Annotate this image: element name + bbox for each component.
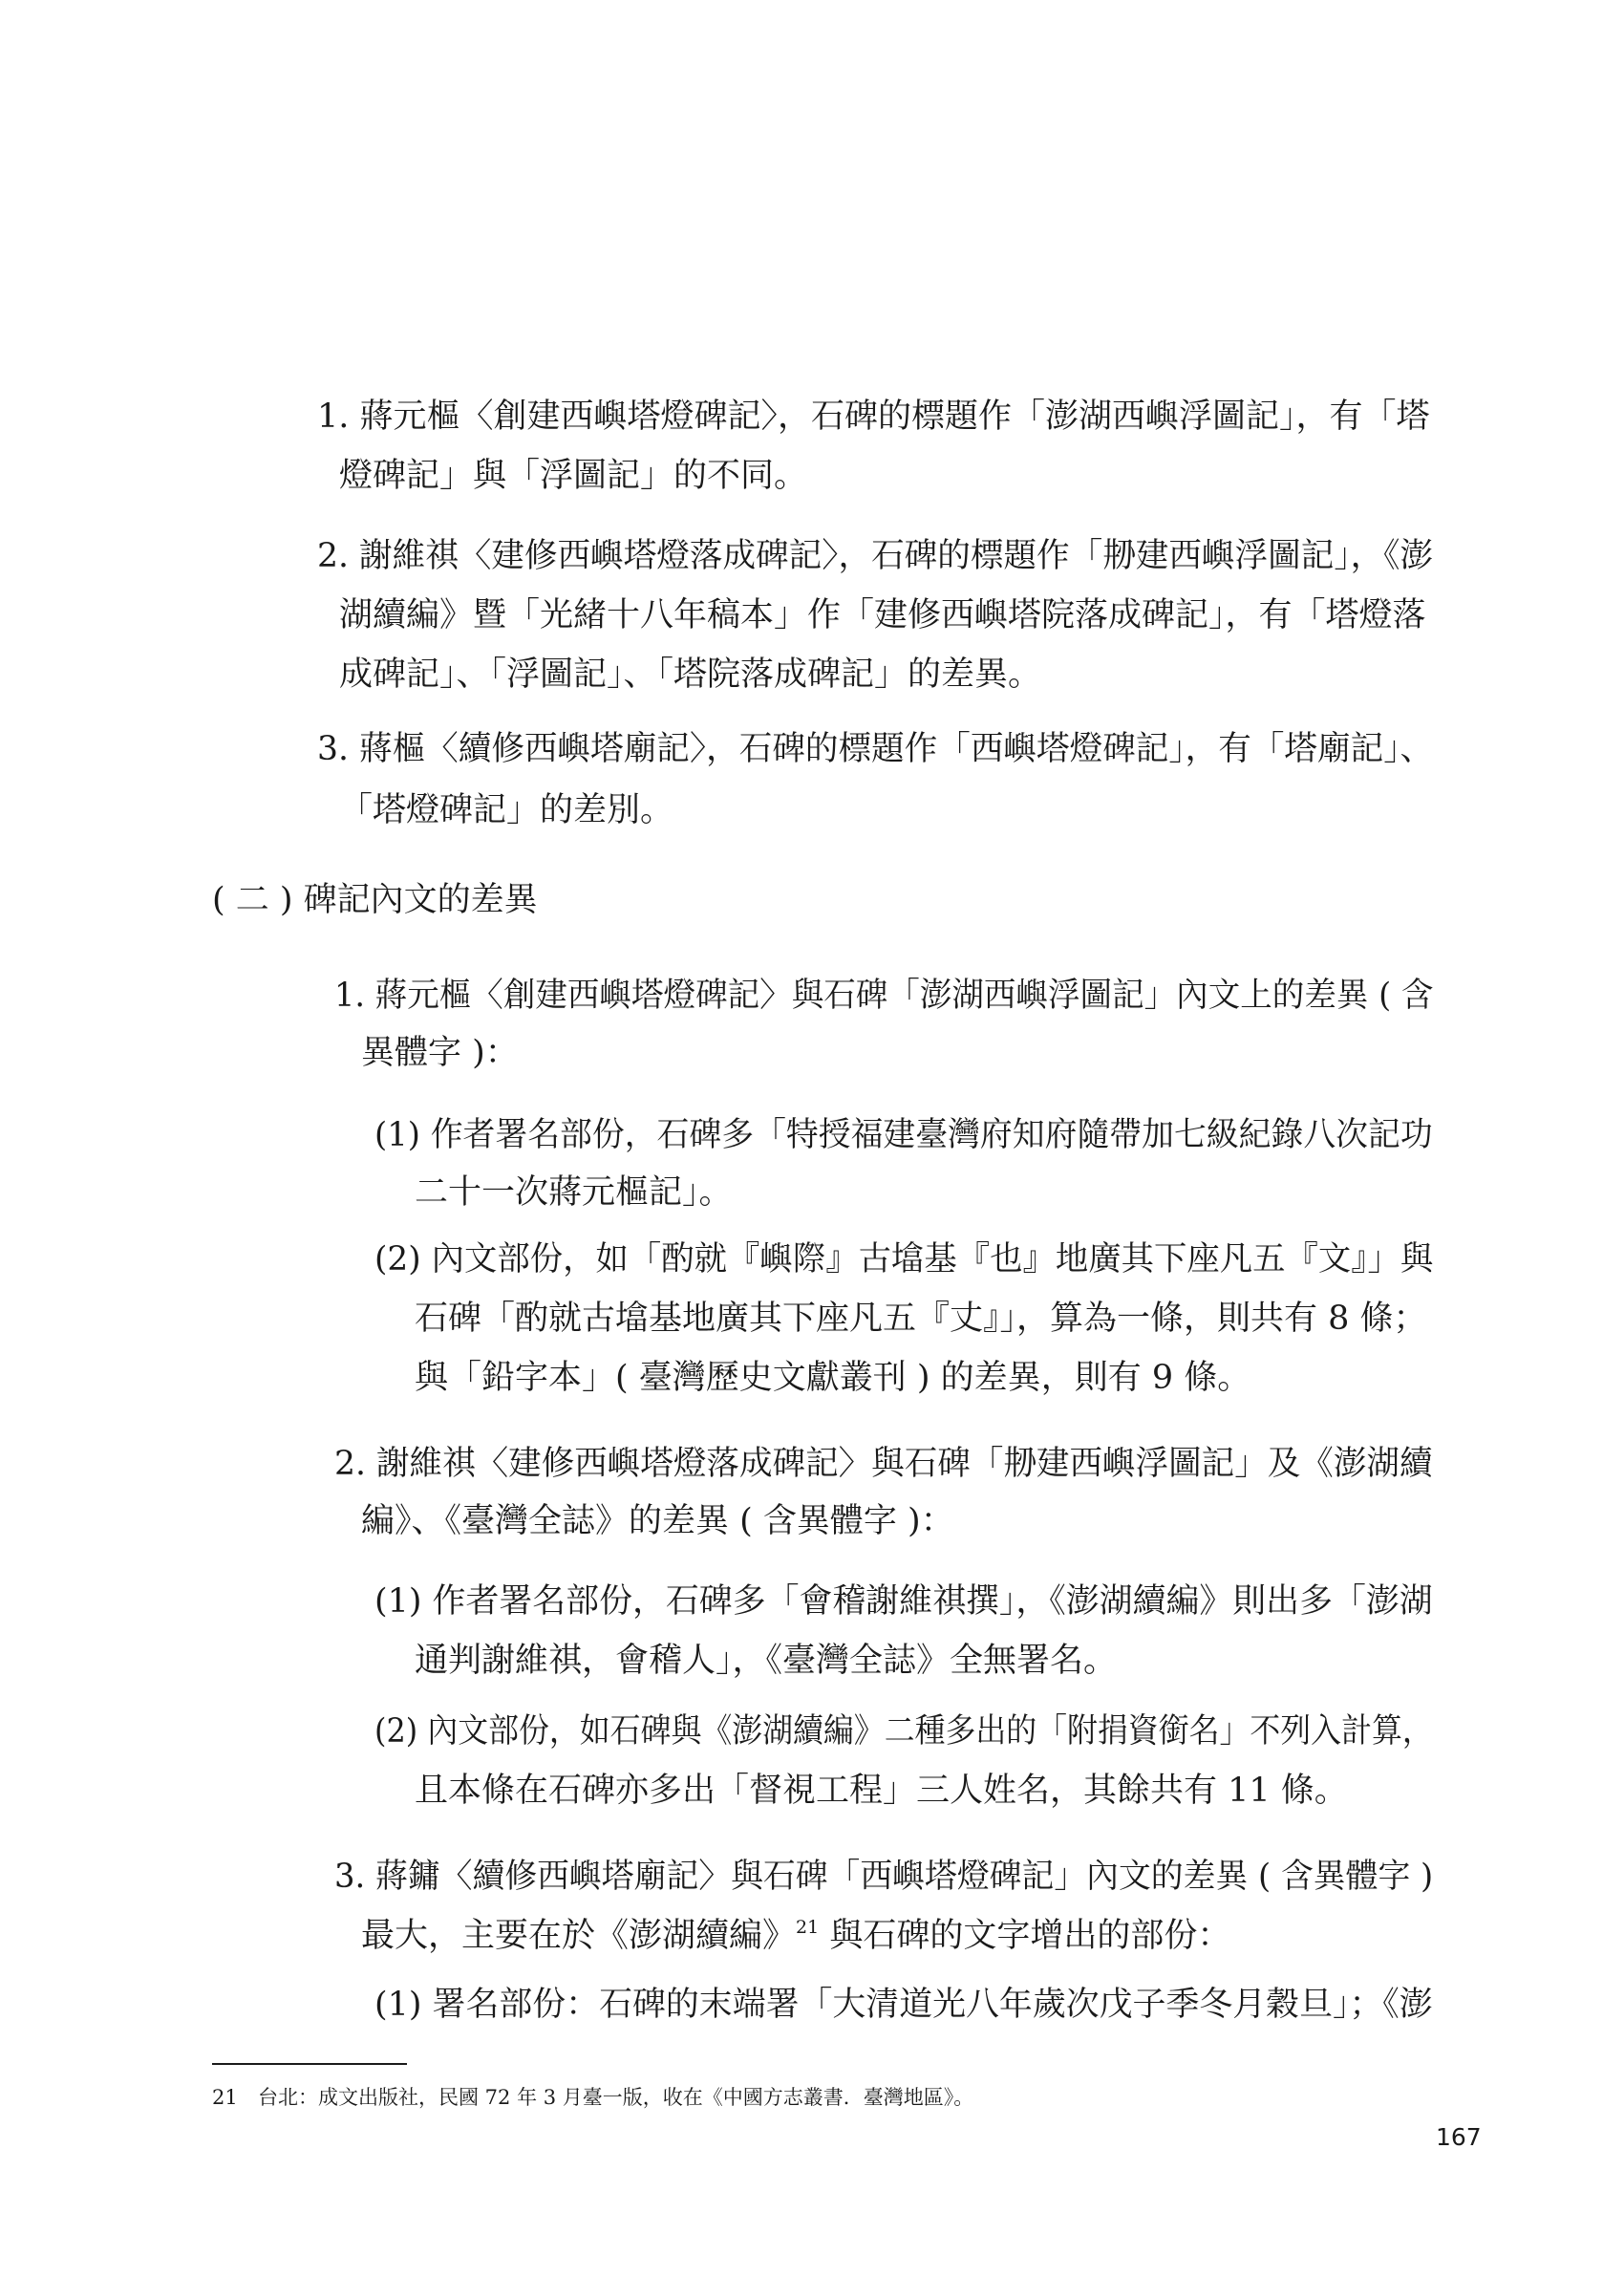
b-item-2-sub-2-line-1: (2) 內文部份，如石碑與《澎湖續編》二種多出的「附捐資銜名」不列入計算， [374,1712,1433,1751]
page-number: 167 [1436,2123,1482,2151]
b-item-1-sub-1-line-2: 二十一次蔣元樞記」。 [415,1173,733,1212]
b-item-1-line-1: 1. 蔣元樞〈創建西嶼塔燈碑記〉與石碑「澎湖西嶼浮圖記」內文上的差異 ( 含 [334,977,1434,1015]
footnote-ref-21[interactable]: 21 [796,1917,820,1938]
item-1-line-2: 燈碑記」與「浮圖記」的不同。 [339,457,808,495]
b-item-2-line-2: 編》、《臺灣全誌》的差異 ( 含異體字 )： [361,1502,954,1540]
b-item-1-sub-2-line-3: 與「鉛字本」( 臺灣歷史文獻叢刊 ) 的差異，則有 9 條。 [415,1359,1251,1397]
b-item-3-line-2 [361,1915,1230,1957]
item-2-line-1: 2. 謝維祺〈建修西嶼塔燈落成碑記〉，石碑的標題作「刱建西嶼浮圖記」，《澎 [317,537,1434,575]
section-heading: ( 二 ) 碑記內文的差異 [212,881,538,919]
b-item-3-line-2-text-end: 與石碑的文字增出的部份： [819,1917,1231,1955]
item-1-line-1: 1. 蔣元樞〈創建西嶼塔燈碑記〉，石碑的標題作「澎湖西嶼浮圖記」，有「塔 [317,398,1430,436]
b-item-3-line-1: 3. 蔣鏞〈續修西嶼塔廟記〉與石碑「西嶼塔燈碑記」內文的差異 ( 含異體字 ) [334,1858,1434,1896]
footnote-text: 台北：成文出版社，民國 72 年 3 月臺一版，收在《中國方志叢書．臺灣地區》。 [258,2086,974,2109]
b-item-1-sub-2-line-1: (2) 內文部份，如「酌就『嶼際』古墖基『也』地廣其下座凡五『文』」與 [374,1240,1434,1279]
b-item-2-sub-1-line-1: (1) 作者署名部份，石碑多「會稽謝維祺撰」，《澎湖續編》則出多「澎湖 [374,1582,1433,1621]
footnote-divider [212,2063,407,2065]
item-2-line-3: 成碑記」、「浮圖記」、「塔院落成碑記」的差異。 [339,655,1042,694]
item-2-line-2: 湖續編》暨「光緒十八年稿本」作「建修西嶼塔院落成碑記」，有「塔燈落 [339,596,1426,634]
item-3-line-1: 3. 蔣樞〈續修西嶼塔廟記〉，石碑的標題作「西嶼塔燈碑記」，有「塔廟記」、 [317,730,1434,768]
b-item-2-sub-2-line-2: 且本條在石碑亦多出「督視工程」三人姓名，其餘共有 11 條。 [415,1772,1348,1810]
b-item-2-line-1: 2. 謝維祺〈建修西嶼塔燈落成碑記〉與石碑「刱建西嶼浮圖記」及《澎湖續 [334,1445,1433,1483]
footnote [212,2083,973,2112]
b-item-2-sub-1-line-2: 通判謝維祺，會稽人」，《臺灣全誌》全無署名。 [415,1642,1118,1680]
item-3-line-2: 「塔燈碑記」的差別。 [339,791,674,829]
b-item-1-sub-1-line-1: (1) 作者署名部份，石碑多「特授福建臺灣府知府隨帶加七級紀錄八次記功 [374,1116,1433,1154]
footnote-number: 21 [212,2086,238,2109]
b-item-3-sub-1-line-1: (1) 署名部份：石碑的末端署「大清道光八年歲次戊子季冬月穀旦」；《澎 [374,1986,1433,2024]
b-item-1-line-2: 異體字 )： [361,1034,519,1072]
b-item-1-sub-2-line-2: 石碑「酌就古墖基地廣其下座凡五『丈』」，算為一條，則共有 8 條； [415,1300,1427,1338]
b-item-3-line-2-text: 最大，主要在於《澎湖續編》 [361,1917,797,1955]
